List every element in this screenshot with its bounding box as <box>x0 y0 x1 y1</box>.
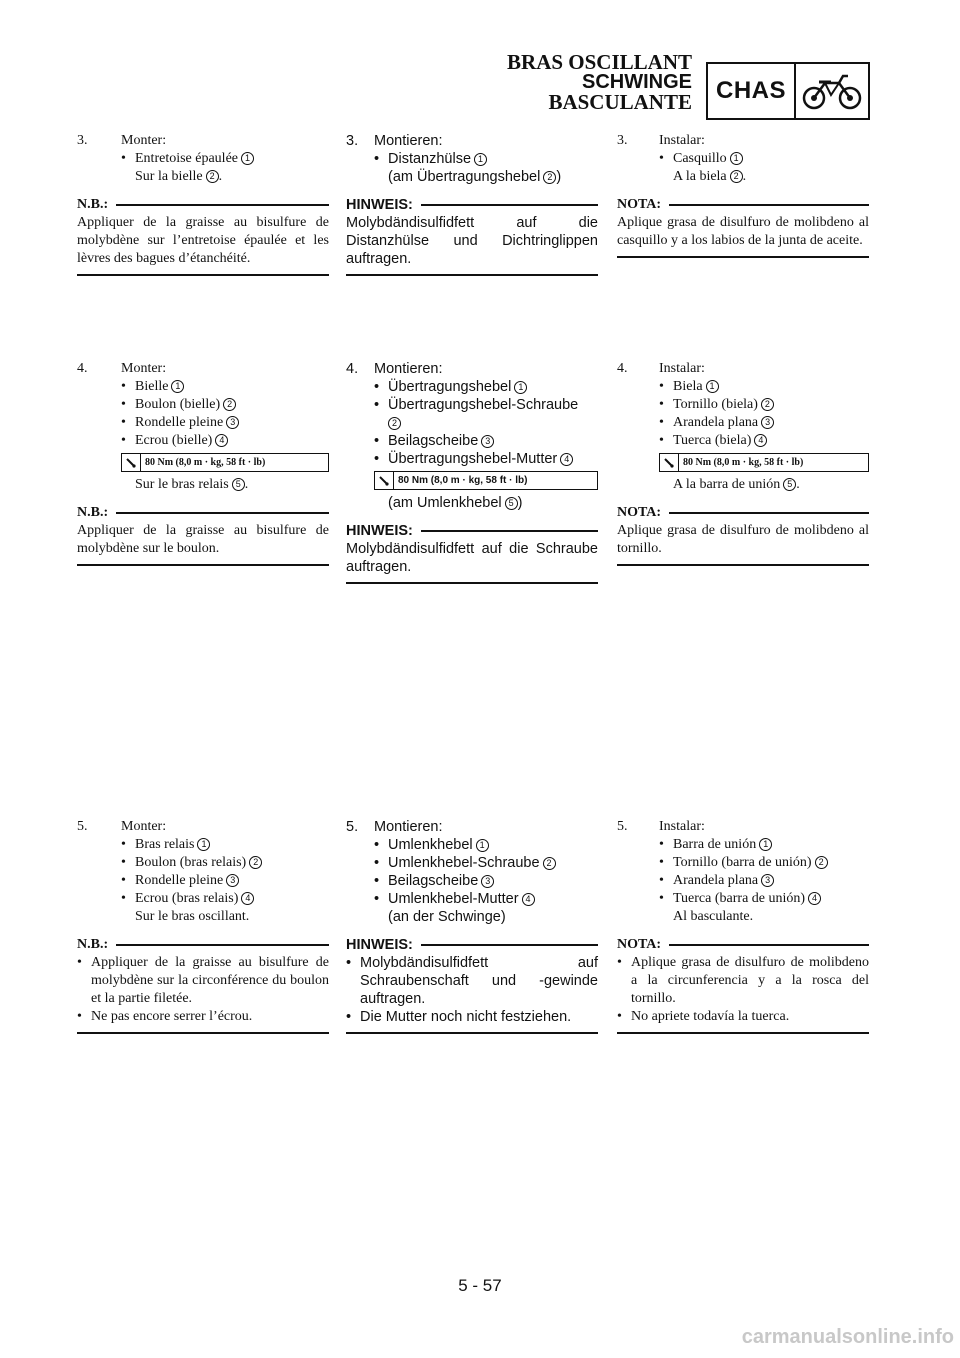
note-divider <box>346 582 598 584</box>
wrench-icon <box>660 454 679 471</box>
callout-number: 5 <box>783 478 796 491</box>
note-text: Aplique grasa de disulfuro de molibdeno al casquillo y a los labios de la junta de aceite. <box>617 215 869 248</box>
callout-number: 1 <box>514 381 527 394</box>
note-heading: HINWEIS: <box>346 522 598 540</box>
callout-number: 2 <box>543 857 556 870</box>
note-heading: N.B.: <box>77 936 329 954</box>
torque-spec: 80 Nm (8,0 m · kg, 58 ft · lb) <box>659 453 869 472</box>
note-divider <box>77 274 329 276</box>
callout-number: 3 <box>761 416 774 429</box>
page-header-titles <box>507 52 692 112</box>
callout-number: 1 <box>706 380 719 393</box>
note-heading: HINWEIS: <box>346 936 598 954</box>
callout-number: 4 <box>522 893 535 906</box>
note-divider <box>617 256 869 258</box>
chapter-code: CHAS <box>708 64 796 118</box>
fr-step-5: 5. Monter: • Bras relais 1 • Boulon (bras relais) 2 • Rondelle pleine 3 • Ecrou (bras relais) 4 Sur le bras oscillant. N.B.: • Appliquer de la graisse au bisulfure de molybdène sur la circonférence du boulon et la partie filetée. • Ne pas encore serrer l’écrou. <box>77 818 329 1034</box>
callout-number: 4 <box>241 892 254 905</box>
note-text: No apriete todavía la tuerca. <box>631 1009 790 1024</box>
note-text: Die Mutter noch nicht festziehen. <box>360 1009 572 1025</box>
de-step-5: 5. Montieren: • Umlenkhebel 1 • Umlenkhebel-Schraube 2 • Beilagscheibe 3 • Umlenkhebel-Mutter 4 (an der Schwinge) HINWEIS: • Molybdändisulfidfett auf Schraubenschaft und -gewinde auftragen. • Die Mutter noch nicht festziehen. <box>346 818 598 1034</box>
motorcycle-icon <box>796 64 868 118</box>
es-step-4: 4. Instalar: • Biela 1 • Tornillo (biela) 2 • Arandela plana 3 • Tuerca (biela) 4 80 Nm (8,0 m · kg, 58 ft · lb) A la barra de unión 5 . NOTA: Aplique grasa de disulfuro de molibdeno al tornillo. <box>617 360 869 566</box>
callout-number: 1 <box>476 839 489 852</box>
note-heading: NOTA: <box>617 504 869 522</box>
torque-spec: 80 Nm (8,0 m · kg, 58 ft · lb) <box>121 453 329 472</box>
callout-number: 2 <box>206 170 219 183</box>
title-fr: BRAS OSCILLANT <box>507 50 692 74</box>
de-step-4: 4. Montieren: • Übertragungshebel 1 • Übertragungshebel-Schraube 2 • Beilagscheibe 3 • Übertragungshebel-Mutter 4 80 Nm (8,0 m · kg, 58 ft · lb) (am Umlenkhebel 5 ) HINWEIS: Molybdändisulfidfett auf die Schraube auftragen. <box>346 360 598 584</box>
note-heading: N.B.: <box>77 504 329 522</box>
wrench-icon <box>375 472 394 489</box>
note-text: Molybdändisulfidfett auf die Distanzhülse und Dichtringlippen auftragen. <box>346 215 598 267</box>
callout-number: 1 <box>474 153 487 166</box>
callout-number: 3 <box>226 416 239 429</box>
note-divider <box>346 274 598 276</box>
callout-number: 3 <box>761 874 774 887</box>
note-text: Aplique grasa de disulfuro de molibdeno a la circunferencia y a la rosca del tornillo. <box>631 955 869 1006</box>
es-step-5: 5. Instalar: • Barra de unión 1 • Tornillo (barra de unión) 2 • Arandela plana 3 • Tuerca (barra de unión) 4 Al basculante. NOTA: • Aplique grasa de disulfuro de molibdeno a la circunferencia y a la rosca del tornillo. • No apriete todavía la tuerca. <box>617 818 869 1034</box>
callout-number: 2 <box>815 856 828 869</box>
callout-number: 2 <box>730 170 743 183</box>
callout-number: 5 <box>505 497 518 510</box>
callout-number: 1 <box>171 380 184 393</box>
callout-number: 2 <box>249 856 262 869</box>
note-divider <box>77 564 329 566</box>
es-step-3: 3. Instalar: • Casquillo 1 A la biela 2 . NOTA: Aplique grasa de disulfuro de molibdeno al casquillo y a los labios de la junta de aceite. <box>617 132 869 258</box>
torque-spec: 80 Nm (8,0 m · kg, 58 ft · lb) <box>374 471 598 490</box>
note-heading: NOTA: <box>617 196 869 214</box>
callout-number: 1 <box>730 152 743 165</box>
callout-number: 4 <box>560 453 573 466</box>
callout-number: 1 <box>197 838 210 851</box>
callout-number: 1 <box>759 838 772 851</box>
wrench-icon <box>122 454 141 471</box>
callout-number: 2 <box>761 398 774 411</box>
note-text: Ne pas encore serrer l’écrou. <box>91 1009 253 1024</box>
note-text: Appliquer de la graisse au bisulfure de molybdène sur la circonférence du boulon et la partie filetée. <box>91 955 329 1006</box>
title-es: BASCULANTE <box>548 90 692 114</box>
note-divider <box>617 564 869 566</box>
page-number: 5 - 57 <box>458 1276 502 1295</box>
callout-number: 3 <box>481 435 494 448</box>
note-text: Molybdändisulfidfett auf die Schraube auftragen. <box>346 541 598 575</box>
de-step-3: 3. Montieren: • Distanzhülse 1 (am Übertragungshebel 2 ) HINWEIS: Molybdändisulfidfett auf die Distanzhülse und Dichtringlippen auftragen. <box>346 132 598 276</box>
note-text: Molybdändisulfidfett auf Schraubenschaft und -gewinde auftragen. <box>360 955 598 1007</box>
title-de: SCHWINGE <box>582 71 692 93</box>
callout-number: 4 <box>808 892 821 905</box>
note-text: Appliquer de la graisse au bisulfure de molybdène sur le boulon. <box>77 523 329 556</box>
callout-number: 3 <box>226 874 239 887</box>
note-divider <box>77 1032 329 1034</box>
callout-number: 2 <box>543 171 556 184</box>
note-heading: HINWEIS: <box>346 196 598 214</box>
callout-number: 5 <box>232 478 245 491</box>
note-text: Aplique grasa de disulfuro de molibdeno al tornillo. <box>617 523 869 556</box>
callout-number: 3 <box>481 875 494 888</box>
note-heading: N.B.: <box>77 196 329 214</box>
note-divider <box>617 1032 869 1034</box>
watermark: carmanualsonline.info <box>741 1326 954 1348</box>
note-text: Appliquer de la graisse au bisulfure de molybdène sur l’entretoise épaulée et les lèvres des bagues d’étanchéité. <box>77 215 329 266</box>
callout-number: 4 <box>754 434 767 447</box>
callout-number: 4 <box>215 434 228 447</box>
callout-number: 2 <box>223 398 236 411</box>
note-heading: NOTA: <box>617 936 869 954</box>
fr-step-4: 4. Monter: • Bielle 1 • Boulon (bielle) 2 • Rondelle pleine 3 • Ecrou (bielle) 4 80 Nm (8,0 m · kg, 58 ft · lb) Sur le bras relais 5 . N.B.: Appliquer de la graisse au bisulfure de molybdène sur le boulon. <box>77 360 329 566</box>
note-divider <box>346 1032 598 1034</box>
callout-number: 2 <box>388 417 401 430</box>
callout-number: 1 <box>241 152 254 165</box>
fr-step-3: 3. Monter: • Entretoise épaulée 1 Sur la bielle 2 . N.B.: Appliquer de la graisse au bisulfure de molybdène sur l’entretoise épaulée et les lèvres des bagues d’étanchéité. <box>77 132 329 276</box>
chapter-badge <box>706 62 870 120</box>
